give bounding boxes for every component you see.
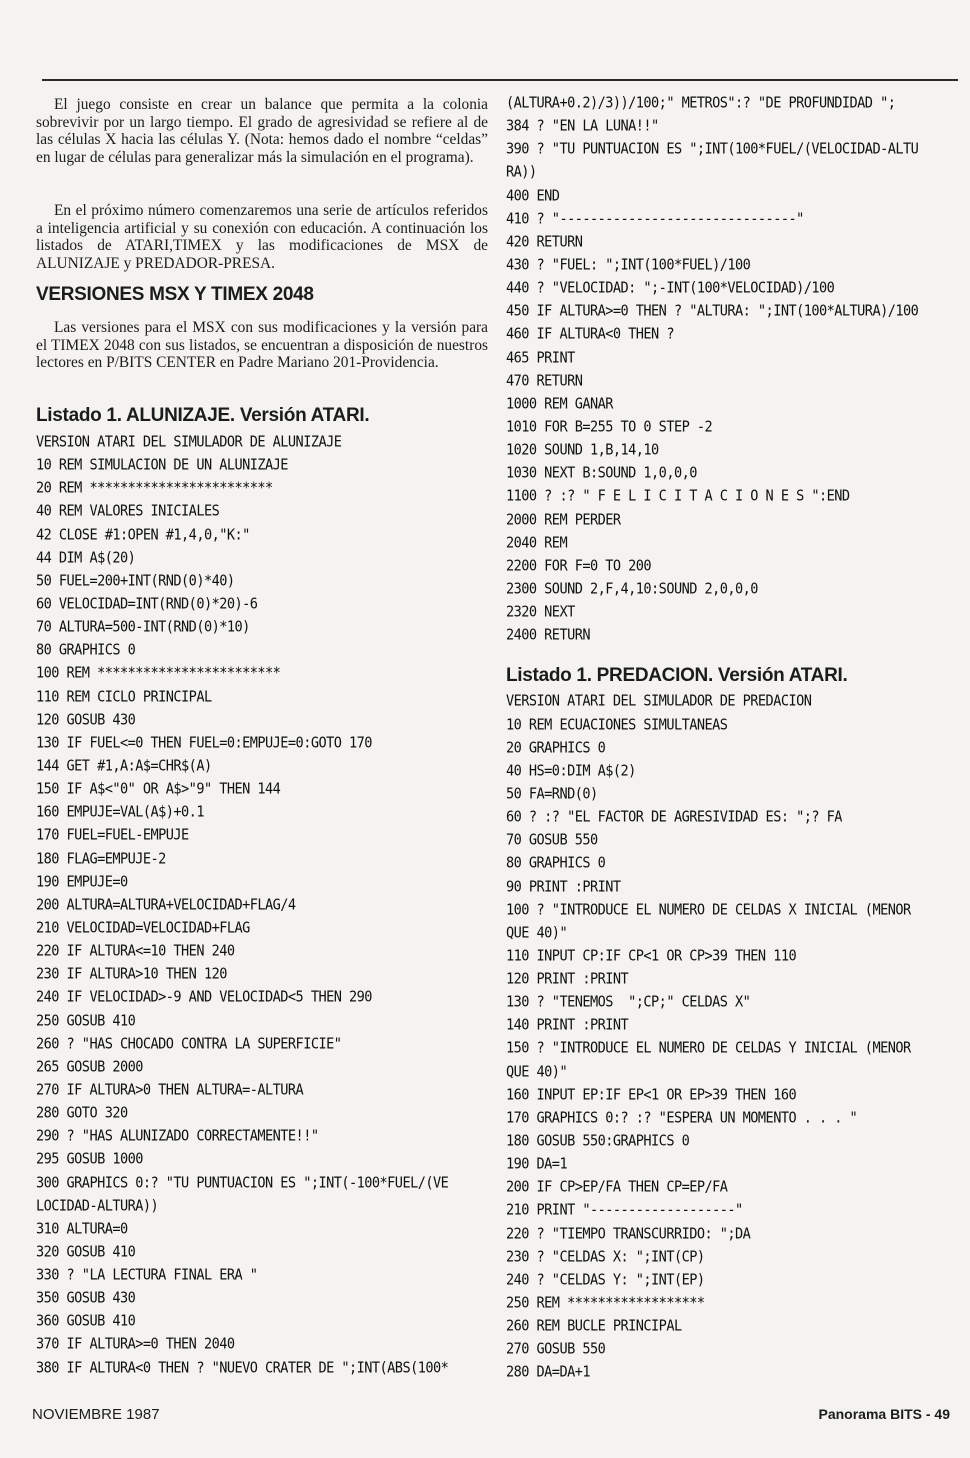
code-line: 170 GRAPHICS 0:? :? "ESPERA UN MOMENTO . . . " xyxy=(506,1108,858,1127)
code-line: 230 ? "CELDAS X: ";INT(CP) xyxy=(506,1247,705,1266)
code-line: 410 ? "-------------------------------" xyxy=(506,209,804,228)
code-line: 265 GOSUB 2000 xyxy=(36,1057,143,1076)
code-line: 190 EMPUJE=0 xyxy=(36,872,128,891)
code-line: VERSION ATARI DEL SIMULADOR DE PREDACION xyxy=(506,692,812,711)
top-rule xyxy=(42,79,958,81)
code-line: 380 IF ALTURA<0 THEN ? "NUEVO CRATER DE ";INT(ABS(100* xyxy=(36,1358,449,1377)
code-line: 130 ? "TENEMOS ";CP;" CELDAS X" xyxy=(506,993,751,1012)
code-line: 270 GOSUB 550 xyxy=(506,1340,606,1359)
code-line: 10 REM ECUACIONES SIMULTANEAS xyxy=(506,715,728,734)
code-line: 280 DA=DA+1 xyxy=(506,1363,590,1382)
code-line: 170 FUEL=FUEL-EMPUJE xyxy=(36,826,189,845)
code-line: (ALTURA+0.2)/3))/100;" METROS":? "DE PROFUNDIDAD "; xyxy=(506,93,896,112)
code-line: 210 VELOCIDAD=VELOCIDAD+FLAG xyxy=(36,918,250,937)
code-line: LOCIDAD-ALTURA)) xyxy=(36,1196,159,1215)
code-line: 90 PRINT :PRINT xyxy=(506,877,621,896)
code-line: 370 IF ALTURA>=0 THEN 2040 xyxy=(36,1335,235,1354)
code-listing-alunizaje-continued xyxy=(506,92,958,647)
code-listing-alunizaje xyxy=(36,431,488,1380)
code-line: 150 IF A$<"0" OR A$>"9" THEN 144 xyxy=(36,780,281,799)
code-line: 2320 NEXT xyxy=(506,603,575,621)
code-line: 60 ? :? "EL FACTOR DE AGRESIVIDAD ES: ";? FA xyxy=(506,808,842,826)
code-line: 220 IF ALTURA<=10 THEN 240 xyxy=(36,942,235,960)
listing-alunizaje-title: Listado 1. ALUNIZAJE. Versión ATARI. xyxy=(36,405,370,426)
code-line: 240 ? "CELDAS Y: ";INT(EP) xyxy=(506,1270,705,1289)
code-line: 430 ? "FUEL: ";INT(100*FUEL)/100 xyxy=(506,255,751,274)
code-line: 440 ? "VELOCIDAD: ";-INT(100*VELOCIDAD)/100 xyxy=(506,279,835,298)
code-line: 420 RETURN xyxy=(506,232,583,251)
intro-paragraph-2: En el próximo número comenzaremos una serie de artículos referidos a inteligencia artificial y su conexión con educación. A continuación los listados de ATARI,TIMEX y las modificaciones de MSX de ALUNIZAJE y PREDADOR-PRESA. xyxy=(36,202,488,272)
code-line: 460 IF ALTURA<0 THEN ? xyxy=(506,325,674,344)
code-line: 120 GOSUB 430 xyxy=(36,710,136,729)
code-line: 250 GOSUB 410 xyxy=(36,1011,136,1030)
code-line: 40 HS=0:DIM A$(2) xyxy=(506,761,636,780)
code-line: 360 GOSUB 410 xyxy=(36,1312,136,1331)
code-line: 110 REM CICLO PRINCIPAL xyxy=(36,687,212,706)
code-line: 70 GOSUB 550 xyxy=(506,831,598,850)
code-line: 260 REM BUCLE PRINCIPAL xyxy=(506,1317,682,1336)
code-line: 400 END xyxy=(506,186,560,205)
code-line: RA)) xyxy=(506,163,537,182)
right-column xyxy=(506,92,958,1385)
intro-paragraph-1: El juego consiste en crear un balance que permita a la colonia sobrevivir por un largo tiempo. El grado de agresividad se refiere al de las células X hacia las células Y. (Nota: hemos dado el nombre “celdas” en lugar de células para generalizar más la simulación en el programa). xyxy=(36,96,488,166)
code-line: 295 GOSUB 1000 xyxy=(36,1150,143,1169)
code-line: 20 GRAPHICS 0 xyxy=(506,738,606,757)
code-line: 50 FA=RND(0) xyxy=(506,784,598,803)
code-line: 44 DIM A$(20) xyxy=(36,548,136,567)
code-line: 260 ? "HAS CHOCADO CONTRA LA SUPERFICIE" xyxy=(36,1034,342,1053)
code-line: 70 ALTURA=500-INT(RND(0)*10) xyxy=(36,618,250,637)
code-line: 390 ? "TU PUNTUACION ES ";INT(100*FUEL/(VELOCIDAD-ALTU xyxy=(506,140,919,159)
code-line: 1010 FOR B=255 TO 0 STEP -2 xyxy=(506,417,713,436)
listing-predacion-title: Listado 1. PREDACION. Versión ATARI. xyxy=(506,665,848,687)
code-line: 210 PRINT "-------------------" xyxy=(506,1201,743,1220)
code-line: 465 PRINT xyxy=(506,348,575,367)
versions-heading: VERSIONES MSX Y TIMEX 2048 xyxy=(36,284,314,305)
code-line: 2300 SOUND 2,F,4,10:SOUND 2,0,0,0 xyxy=(506,579,758,598)
code-line: QUE 40)" xyxy=(506,923,568,942)
code-line: 230 IF ALTURA>10 THEN 120 xyxy=(36,965,227,984)
code-line: 160 EMPUJE=VAL(A$)+0.1 xyxy=(36,803,204,822)
code-line: 470 RETURN xyxy=(506,371,583,390)
code-line: 160 INPUT EP:IF EP<1 OR EP>39 THEN 160 xyxy=(506,1085,797,1104)
code-line: 320 GOSUB 410 xyxy=(36,1242,136,1261)
code-line: 100 REM ************************ xyxy=(36,664,281,683)
code-line: 2200 FOR F=0 TO 200 xyxy=(506,556,652,575)
code-line: 60 VELOCIDAD=INT(RND(0)*20)-6 xyxy=(36,594,258,613)
code-line: QUE 40)" xyxy=(506,1062,568,1081)
code-line: 180 GOSUB 550:GRAPHICS 0 xyxy=(506,1132,690,1150)
code-line: 110 INPUT CP:IF CP<1 OR CP>39 THEN 110 xyxy=(506,946,797,965)
code-line: 144 GET #1,A:A$=CHR$(A) xyxy=(36,756,212,775)
code-line: 2040 REM xyxy=(506,533,568,552)
code-line: 350 GOSUB 430 xyxy=(36,1289,136,1308)
code-line: 1000 REM GANAR xyxy=(506,394,613,413)
code-line: 200 ALTURA=ALTURA+VELOCIDAD+FLAG/4 xyxy=(36,895,296,914)
code-line: 80 GRAPHICS 0 xyxy=(506,854,606,873)
code-line: 10 REM SIMULACION DE UN ALUNIZAJE xyxy=(36,456,288,475)
footer-date: NOVIEMBRE 1987 xyxy=(32,1406,160,1423)
code-line: 50 FUEL=200+INT(RND(0)*40) xyxy=(36,571,235,590)
code-line: 140 PRINT :PRINT xyxy=(506,1016,629,1035)
code-line: 290 ? "HAS ALUNIZADO CORRECTAMENTE!!" xyxy=(36,1127,319,1146)
code-line: 240 IF VELOCIDAD>-9 AND VELOCIDAD<5 THEN 290 xyxy=(36,988,372,1007)
code-line: VERSION ATARI DEL SIMULADOR DE ALUNIZAJE xyxy=(36,432,342,451)
code-line: 1020 SOUND 1,B,14,10 xyxy=(506,441,659,460)
code-line: 80 GRAPHICS 0 xyxy=(36,641,136,660)
code-line: 200 IF CP>EP/FA THEN CP=EP/FA xyxy=(506,1178,728,1197)
code-line: 220 ? "TIEMPO TRANSCURRIDO: ";DA xyxy=(506,1224,751,1243)
code-line: 40 REM VALORES INICIALES xyxy=(36,502,220,521)
code-line: 1100 ? :? " F E L I C I T A C I O N E S ":END xyxy=(506,487,850,506)
code-line: 300 GRAPHICS 0:? "TU PUNTUACION ES ";INT(-100*FUEL/(VE xyxy=(36,1173,449,1192)
versions-paragraph: Las versiones para el MSX con sus modificaciones y la versión para el TIMEX 2048 con sus listados, se encuentran a disposición de nuestros lectores en P/BITS CENTER en Padre Mariano 201-Providencia. xyxy=(36,319,488,372)
code-line: 384 ? "EN LA LUNA!!" xyxy=(506,117,659,136)
code-line: 120 PRINT :PRINT xyxy=(506,970,629,988)
left-column xyxy=(36,96,488,1380)
code-line: 150 ? "INTRODUCE EL NUMERO DE CELDAS Y INICIAL (MENOR xyxy=(506,1039,911,1058)
code-line: 190 DA=1 xyxy=(506,1155,568,1174)
code-line: 130 IF FUEL<=0 THEN FUEL=0:EMPUJE=0:GOTO 170 xyxy=(36,733,372,752)
code-line: 250 REM ****************** xyxy=(506,1294,705,1312)
code-line: 100 ? "INTRODUCE EL NUMERO DE CELDAS X INICIAL (MENOR xyxy=(506,900,911,919)
code-line: 1030 NEXT B:SOUND 1,0,0,0 xyxy=(506,464,697,483)
footer-page-number: Panorama BITS - 49 xyxy=(818,1406,950,1422)
code-line: 20 REM ************************ xyxy=(36,479,273,498)
code-line: 330 ? "LA LECTURA FINAL ERA " xyxy=(36,1266,258,1284)
code-line: 2000 REM PERDER xyxy=(506,510,621,529)
code-listing-predacion xyxy=(506,690,958,1384)
code-line: 42 CLOSE #1:OPEN #1,4,0,"K:" xyxy=(36,525,250,544)
code-line: 180 FLAG=EMPUJE-2 xyxy=(36,849,166,868)
code-line: 270 IF ALTURA>0 THEN ALTURA=-ALTURA xyxy=(36,1080,304,1099)
code-line: 310 ALTURA=0 xyxy=(36,1219,128,1238)
code-line: 280 GOTO 320 xyxy=(36,1104,128,1122)
code-line: 2400 RETURN xyxy=(506,626,590,645)
code-line: 450 IF ALTURA>=0 THEN ? "ALTURA: ";INT(100*ALTURA)/100 xyxy=(506,302,919,321)
